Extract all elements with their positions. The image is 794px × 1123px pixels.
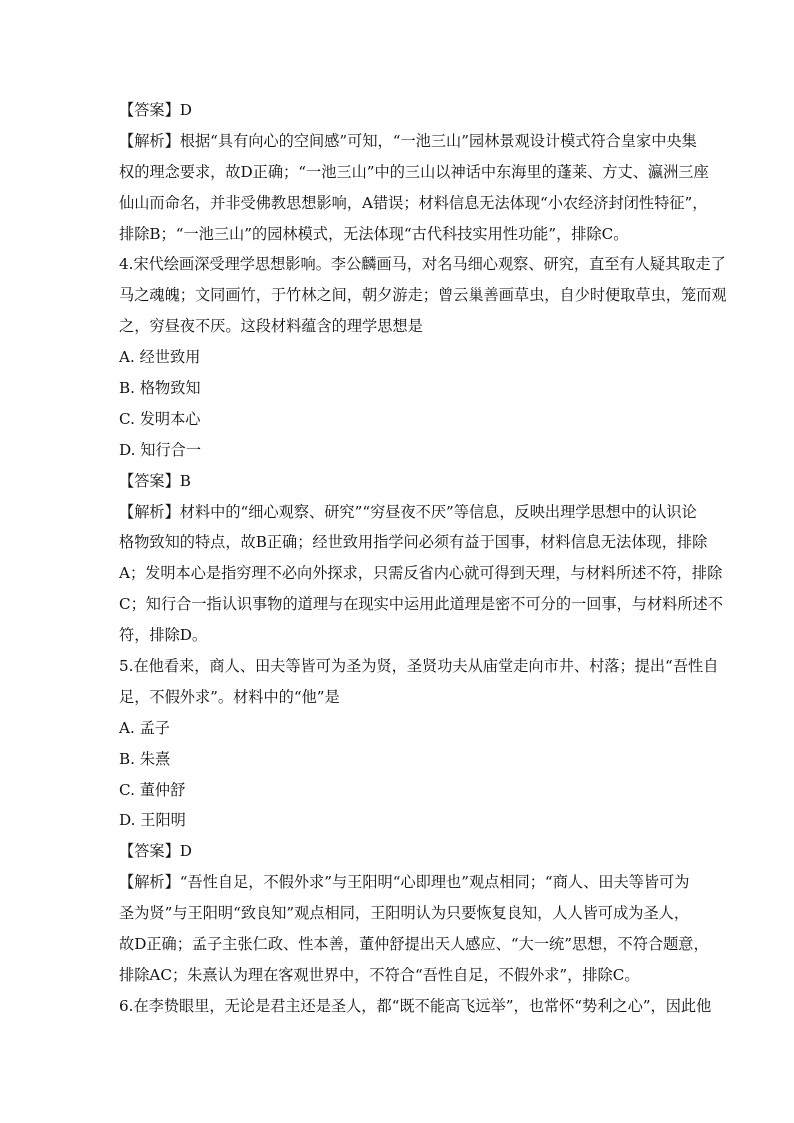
question-4-line-2: 马之魂魄；文同画竹，于竹林之间，朝夕游走；曾云巢善画草虫，自少时便取草虫，笼而观 — [119, 286, 727, 305]
analysis-line-q5-2: 圣为贤”与王阳明“致良知”观点相同，王阳明认为只要恢复良知，人人皆可成为圣人， — [119, 904, 690, 923]
analysis-line-q4-3: A；发明本心是指穷理不必向外探求，只需反省内心就可得到天理，与材料所述不符，排除 — [119, 564, 723, 583]
question-4-line-1: 4.宋代绘画深受理学思想影响。李公麟画马，对名马细心观察、研究，直至有人疑其取走了 — [119, 255, 726, 274]
question-4-option-d: D. 知行合一 — [119, 440, 202, 459]
question-5-option-c: C. 董仲舒 — [119, 780, 186, 799]
answer-line-q3: 【答案】D — [119, 101, 192, 119]
analysis-line-q4-1: 【解析】材料中的“细心观察、研究”“穷昼夜不厌”等信息，反映出理学思想中的认识论 — [119, 502, 697, 521]
question-5-line-1: 5.在他看来，商人、田夫等皆可为圣为贤，圣贤功夫从庙堂走向市井、村落；提出“吾性自 — [119, 657, 719, 676]
answer-line-q5: 【答案】D — [119, 842, 192, 861]
analysis-line-q3-1: 【解析】根据“具有向心的空间感”可知，“一池三山”园林景观设计模式符合皇家中央集 — [119, 131, 697, 150]
question-4-option-a: A. 经世致用 — [119, 348, 201, 367]
analysis-line-q4-2: 格物致知的特点，故B正确；经世致用指学问必须有益于国事，材料信息无法体现，排除 — [119, 533, 708, 552]
question-4-option-b: B. 格物致知 — [119, 379, 201, 398]
analysis-line-q3-4: 排除B；“一池三山”的园林模式，无法体现“古代科技实用性功能”，排除C。 — [119, 224, 629, 243]
analysis-line-q5-1: 【解析】“吾性自足，不假外求”与王阳明“心即理也”观点相同；“商人、田夫等皆可为 — [119, 873, 690, 892]
question-5-option-d: D. 王阳明 — [119, 811, 186, 830]
document-body — [119, 100, 727, 1027]
question-4-line-3: 之，穷昼夜不厌。这段材料蕴含的理学思想是 — [119, 317, 423, 336]
question-4-option-c: C. 发明本心 — [119, 409, 201, 428]
answer-line-q4: 【答案】B — [119, 471, 191, 490]
question-6-line-1: 6.在李贽眼里，无论是君主还是圣人，都“既不能高飞远举”，也常怀“势利之心”，因此他 — [119, 996, 712, 1015]
analysis-line-q4-4: C；知行合一指认识事物的道理与在现实中运用此道理是密不可分的一回事，与材料所述不 — [119, 595, 723, 614]
analysis-line-q4-5: 符，排除D。 — [119, 626, 208, 645]
question-5-line-2: 足，不假外求”。材料中的“他”是 — [119, 687, 340, 706]
analysis-line-q3-2: 权的理念要求，故D正确；“一池三山”中的三山以神话中东海里的蓬莱、方丈、瀛洲三座 — [119, 162, 709, 181]
analysis-line-q5-4: 排除AC；朱熹认为理在客观世界中，不符合“吾性自足，不假外求”，排除C。 — [119, 965, 640, 984]
question-5-option-a: A. 孟子 — [119, 718, 170, 737]
analysis-line-q5-3: 故D正确；孟子主张仁政、性本善，董仲舒提出天人感应、“大一统”思想，不符合题意， — [119, 935, 709, 954]
analysis-line-q3-3: 仙山而命名，并非受佛教思想影响，A错误；材料信息无法体现“小农经济封闭性特征”， — [119, 193, 708, 212]
question-5-option-b: B. 朱熹 — [119, 749, 171, 768]
